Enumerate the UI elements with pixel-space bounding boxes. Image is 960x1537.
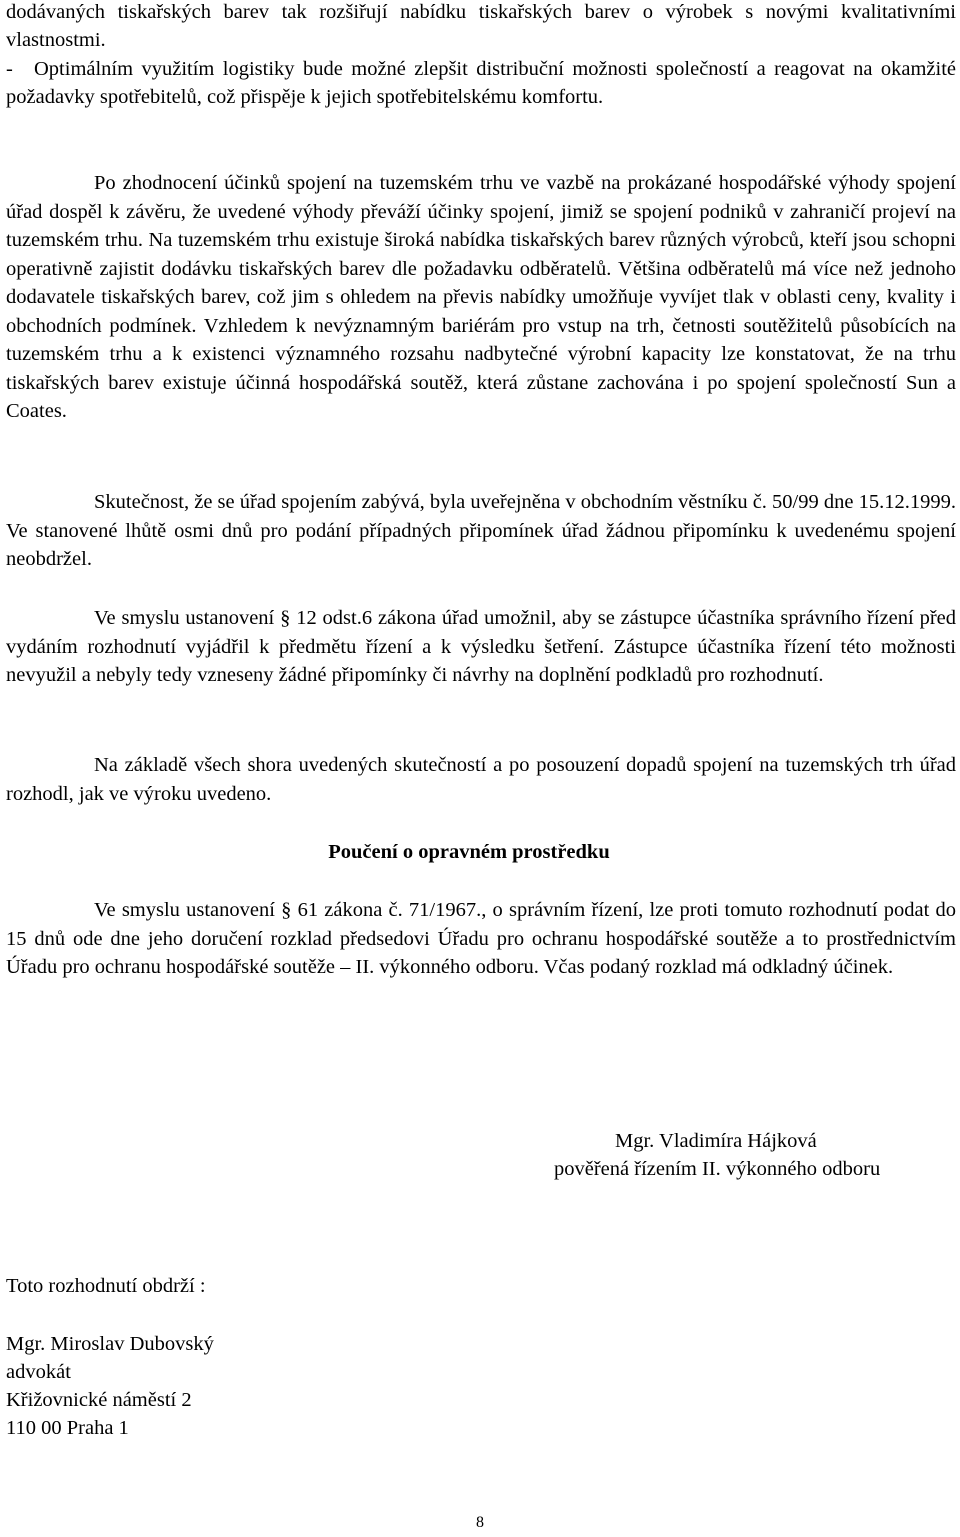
intro-paragraph: dodávaných tiskařských barev tak rozšiřují nabídku tiskařských barev o výrobek s novými kvalitativními vlastnostmi. xyxy=(6,1,956,51)
paragraph-publication: Skutečnost, že se úřad spojením zabývá, byla uveřejněna v obchodním věstníku č. 50/99 dne 15.12.1999. Ve stanovené lhůtě osmi dnů pro podání případných připomínek úřad žádnou připomínku k uvedenému spojení neobdržel. xyxy=(6,491,956,570)
recipient-city: 110 00 Praha 1 xyxy=(6,1417,129,1439)
recipient-street: Křižovnické náměstí 2 xyxy=(6,1389,192,1411)
paragraph-participant: Ve smyslu ustanovení § 12 odst.6 zákona úřad umožnil, aby se zástupce účastníka správního řízení před vydáním rozhodnutí vyjádřil k předmětu řízení a k výsledku šetření. Zástupce účastníka řízení této možnosti nevyužil a nebyly tedy vzneseny žádné připomínky či návrhy na doplnění podkladů pro rozhodnutí. xyxy=(6,607,956,686)
paragraph-conclusion: Na základě všech shora uvedených skutečností a po posouzení dopadů spojení na tuzemských trh úřad rozhodl, jak ve výroku uvedeno. xyxy=(6,754,956,805)
list-item xyxy=(6,55,956,111)
recipient-title: advokát xyxy=(6,1361,71,1383)
paragraph-assessment: Po zhodnocení účinků spojení na tuzemském trhu ve vazbě na prokázané hospodářské výhody spojení úřad dospěl k závěru, že uvedené výhody převáží účinky spojení, jimiž se spojení podniků v zahraničí projeví na tuzemském trhu. Na tuzemském trhu existuje široká nabídka tiskařských barev různých výrobců, kteří jsou schopni operativně zajistit dodávku tiskařských barev dle požadavku odběratelů. Většina odběratelů má více než jednoho dodavatele tiskařských barev, což jim s ohledem na převis nabídky umožňuje vyvíjet tlak v oblasti ceny, kvality i obchodních podmínek. Vzhledem k nevýznamným bariérám pro vstup na trh, četnosti soutěžitelů působících na tuzemském trhu a k existenci významného rozsahu nadbytečné výrobní kapacity lze konstatovat, že na trhu tiskařských barev existuje účinná hospodářská soutěž, která zůstane zachována i po spojení společností Sun a Coates. xyxy=(6,172,956,422)
signature-block xyxy=(554,1127,960,1183)
list-item-text: Optimálním využitím logistiky bude možné zlepšit distribuční možnosti společností a reagovat na okamžité požadavky spotřebitelů, což přispěje k jejich spotřebitelskému komfortu. xyxy=(6,58,956,108)
signatory-role: pověřená řízením II. výkonného odboru xyxy=(554,1158,881,1180)
section-heading: Poučení o opravném prostředku xyxy=(328,841,610,863)
recipient-label: Toto rozhodnutí obdrží : xyxy=(6,1275,206,1297)
page-number: 8 xyxy=(476,1514,484,1531)
list-dash: - xyxy=(6,58,13,80)
recipient-block xyxy=(6,1330,214,1442)
paragraph-appeal: Ve smyslu ustanovení § 61 zákona č. 71/1967., o správním řízení, lze proti tomuto rozhodnutí podat do 15 dnů ode dne jeho doručení rozklad předsedovi Úřadu pro ochranu hospodářské soutěže a to prostřednictvím Úřadu pro ochranu hospodářské soutěže – II. výkonného odboru. Včas podaný rozklad má odkladný účinek. xyxy=(6,899,956,978)
recipient-name: Mgr. Miroslav Dubovský xyxy=(6,1333,214,1355)
signatory-name: Mgr. Vladimíra Hájková xyxy=(615,1130,817,1152)
